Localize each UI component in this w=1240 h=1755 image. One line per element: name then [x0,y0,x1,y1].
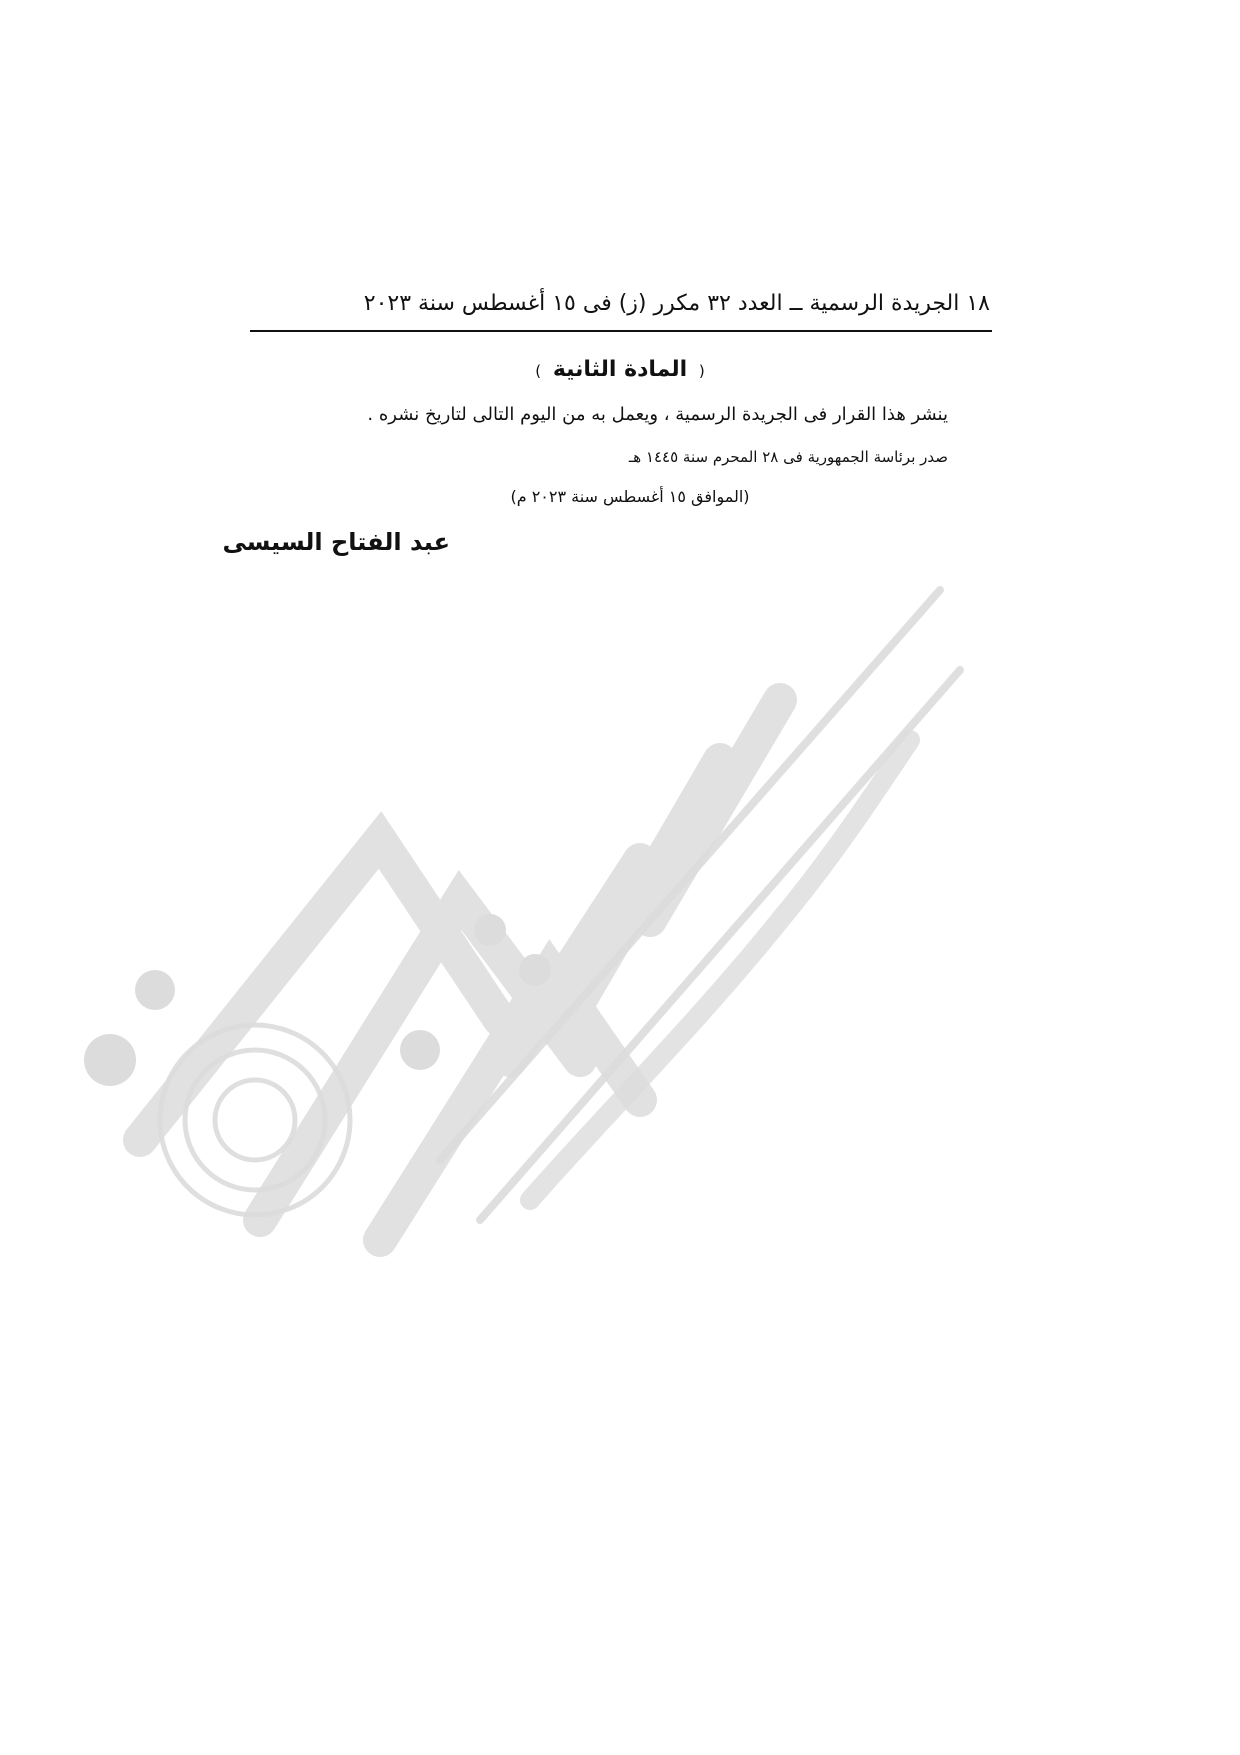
watermark-large-strokes [140,700,780,1240]
article-title: المادة الثانية [552,357,688,382]
watermark-dots [84,914,551,1086]
header-divider [250,330,992,332]
watermark-script-band [530,740,910,1200]
issuance-gregorian-date: (الموافق ١٥ أغسطس سنة ٢٠٢٣ م) [510,487,750,506]
running-header: ١٨ الجريدة الرسمية ــ العدد ٣٢ مكرر (ز) فى ١٥ أغسطس سنة ٢٠٢٣ [363,291,990,316]
article-body: ينشر هذا القرار فى الجريدة الرسمية ، ويعمل به من اليوم التالى لتاريخ نشره . [367,404,948,425]
watermark-seal [160,1025,350,1215]
watermark-diagonal-rules [440,590,960,1220]
signature-name: عبد الفتاح السيسى [222,528,450,556]
watermark-icon [80,500,980,1400]
article-heading [250,350,990,391]
heading-open-paren: ( [698,362,705,380]
heading-close-paren: ) [535,362,542,380]
issuance-hijri-date: صدر برئاسة الجمهورية فى ٢٨ المحرم سنة ١٤٤٥ هـ [628,448,948,466]
